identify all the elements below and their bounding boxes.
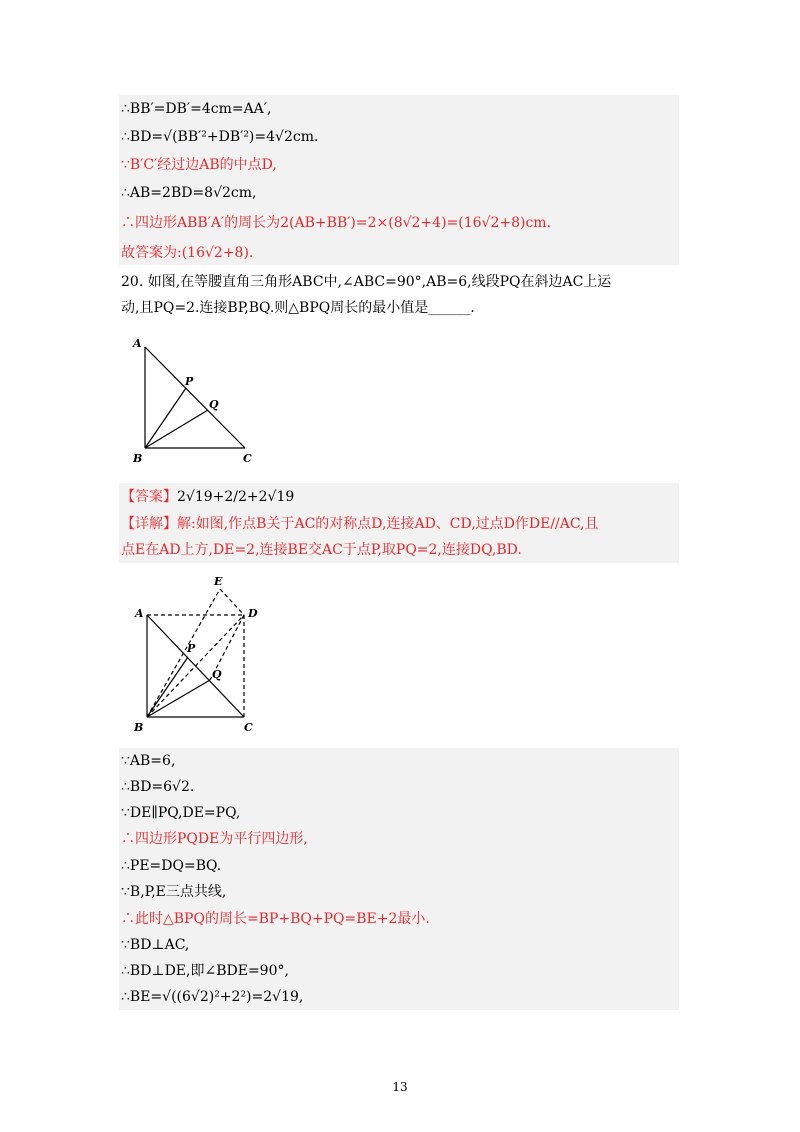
- figure-triangle: [125, 330, 265, 470]
- segment-be: [147, 589, 220, 717]
- proof-line-2: ∴BD=6√2.: [121, 779, 195, 795]
- segment-de: [220, 589, 244, 615]
- solution-line-1: ∴BB′=DB′=4cm=AA′,: [121, 101, 272, 117]
- label-e: E: [214, 575, 223, 588]
- detail-line-1: [121, 514, 599, 534]
- figure-square: [125, 565, 275, 743]
- segment-bp: [147, 657, 188, 717]
- segment-bp: [145, 388, 186, 448]
- detail-tag: 【详解】: [121, 516, 177, 532]
- detail-line-2: 点E在AD上方,DE=2,连接BE交AC于点P,取PQ=2,连接DQ,BD.: [121, 542, 522, 558]
- proof-line-9: ∴BD⊥DE,即∠BDE=90°,: [121, 963, 289, 979]
- solution-line-3: ∵B′C′经过边AB的中点D,: [121, 157, 277, 173]
- edge-ac: [145, 347, 245, 448]
- label-p: P: [187, 642, 196, 655]
- label-q: Q: [212, 668, 222, 681]
- answer-tag: 【答案】: [121, 489, 177, 505]
- solution-line-6: 故答案为:(16√2+8).: [121, 245, 254, 261]
- proof-line-6: ∵B,P,E三点共线,: [121, 884, 227, 900]
- label-b: B: [133, 452, 143, 465]
- page-number: 13: [392, 1080, 408, 1094]
- question-line-2: 动,且PQ=2.连接BP,BQ.则△BPQ周长的最小值是______.: [121, 300, 475, 316]
- label-a: A: [133, 337, 142, 350]
- solution-block-1: [119, 95, 679, 265]
- solution-line-2: ∴BD=√(BB′²+DB′²)=4√2cm.: [121, 129, 319, 145]
- label-c: C: [244, 721, 253, 734]
- solution-line-4: ∴AB=2BD=8√2cm,: [121, 185, 257, 201]
- answer-line: [121, 487, 294, 507]
- proof-line-1: ∵AB=6,: [121, 753, 176, 769]
- proof-line-7: ∴此时△BPQ的周长=BP+BQ+PQ=BE+2最小.: [121, 911, 430, 927]
- question-line-1: 20. 如图,在等腰直角三角形ABC中,∠ABC=90°,AB=6,线段PQ在斜边AC上运: [121, 274, 612, 290]
- solution-line-5: ∴四边形ABB′A′的周长为2(AB+BB′)=2×(8√2+4)=(16√2+8)cm.: [121, 215, 552, 231]
- label-d: D: [248, 607, 258, 620]
- proof-line-3: ∵DE∥PQ,DE=PQ,: [121, 805, 241, 821]
- label-b: B: [134, 721, 144, 734]
- proof-line-4: ∴四边形PQDE为平行四边形,: [121, 831, 308, 847]
- label-p: P: [185, 375, 194, 388]
- segment-bq: [147, 680, 210, 717]
- segment-bq: [145, 410, 208, 448]
- proof-line-10: ∴BE=√((6√2)²+2²)=2√19,: [121, 989, 304, 1005]
- answer-value: 2√19+2/2+2√19: [177, 489, 295, 505]
- detail-text-1: 解:如图,作点B关于AC的对称点D,连接AD、CD,过点D作DE//AC,且: [177, 516, 599, 532]
- proof-line-5: ∴PE=DQ=BQ.: [121, 858, 222, 874]
- proof-line-8: ∵BD⊥AC,: [121, 937, 190, 953]
- label-q: Q: [209, 398, 219, 411]
- label-c: C: [243, 452, 252, 465]
- label-a: A: [135, 607, 144, 620]
